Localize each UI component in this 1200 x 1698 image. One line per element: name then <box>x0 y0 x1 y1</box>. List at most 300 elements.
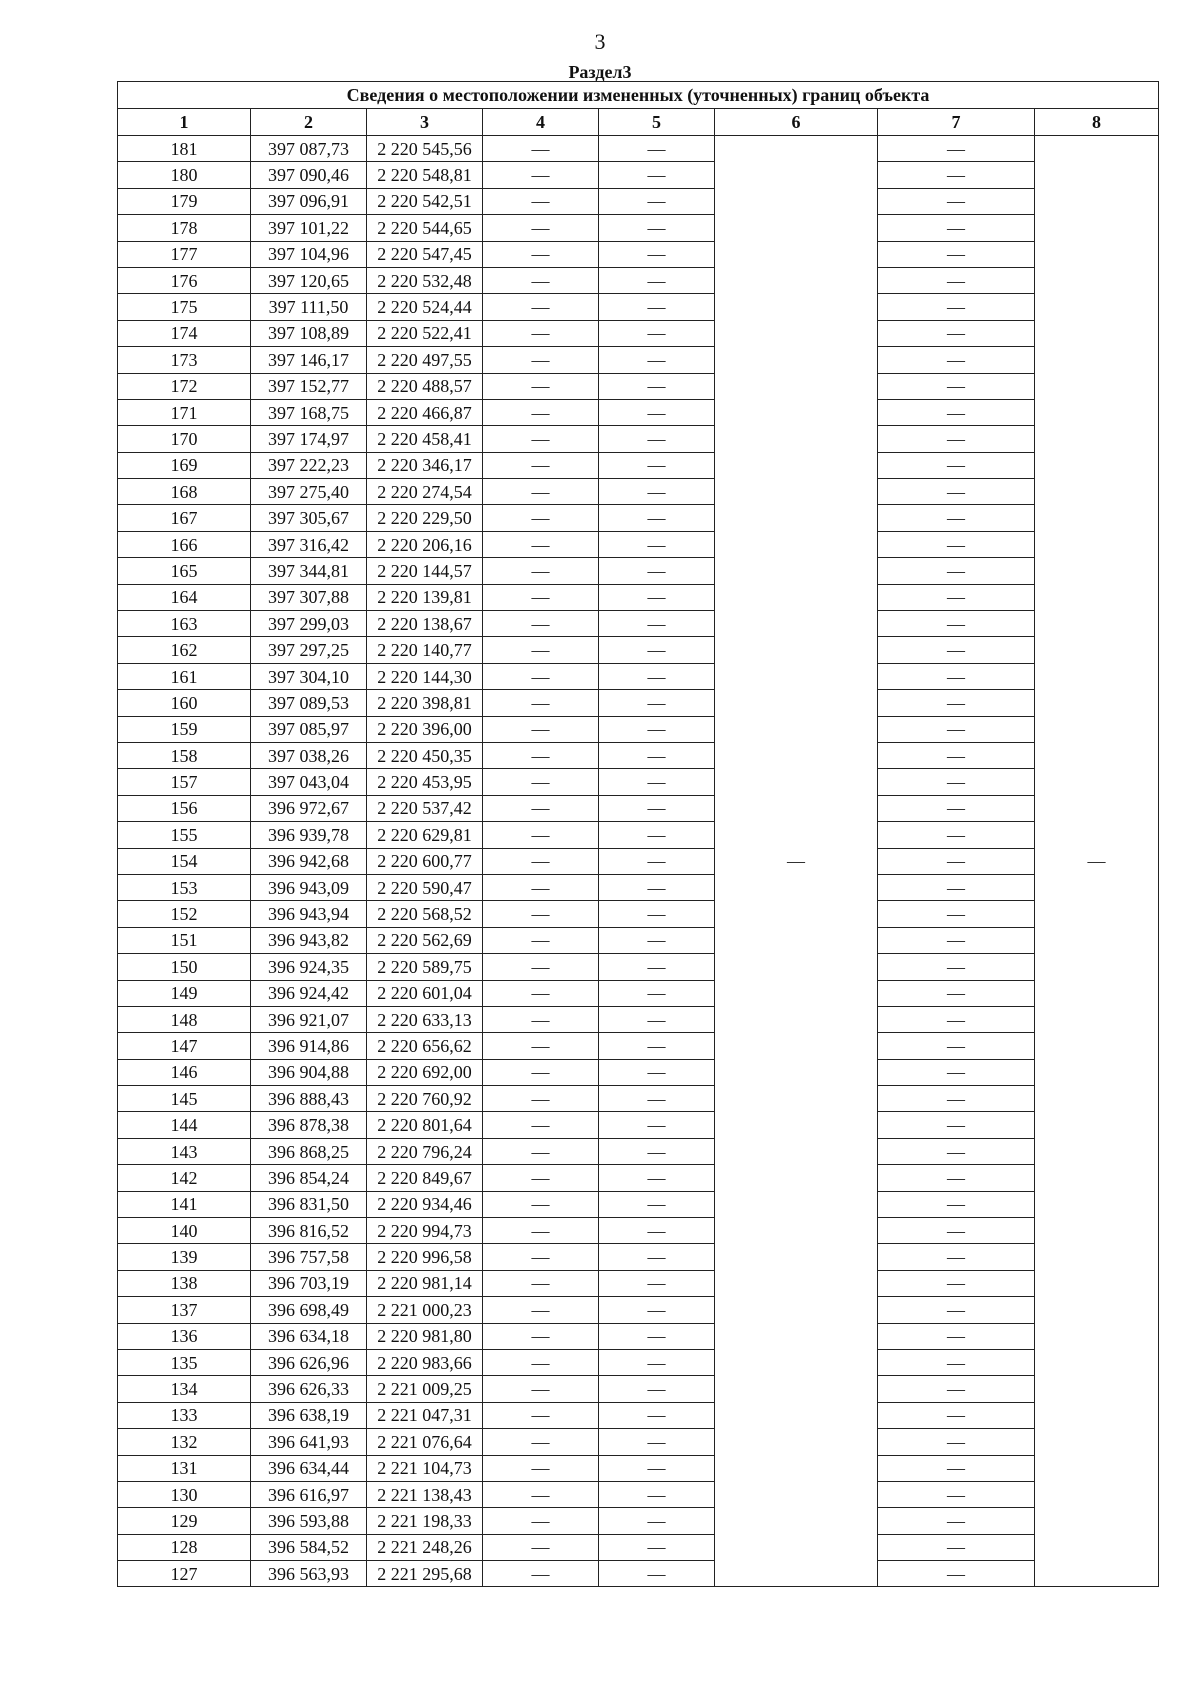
column-4-cell: — <box>483 1455 599 1481</box>
column-5-cell: — <box>599 848 715 874</box>
y-coordinate-cell: 2 220 849,67 <box>367 1165 483 1191</box>
point-number-cell: 160 <box>118 690 251 716</box>
column-7-cell: — <box>878 611 1035 637</box>
column-5-cell: — <box>599 1323 715 1349</box>
column-4-cell: — <box>483 1376 599 1402</box>
column-5-cell: — <box>599 795 715 821</box>
table-row <box>118 1508 1159 1534</box>
table-row <box>118 611 1159 637</box>
y-coordinate-cell: 2 220 458,41 <box>367 426 483 452</box>
column-4-cell: — <box>483 1349 599 1375</box>
table-row <box>118 347 1159 373</box>
column-4-cell: — <box>483 1429 599 1455</box>
column-5-cell: — <box>599 1455 715 1481</box>
x-coordinate-cell: 396 616,97 <box>251 1481 367 1507</box>
column-5-cell: — <box>599 690 715 716</box>
y-coordinate-cell: 2 220 656,62 <box>367 1033 483 1059</box>
column-5-cell: — <box>599 188 715 214</box>
column-5-cell: — <box>599 294 715 320</box>
point-number-cell: 162 <box>118 637 251 663</box>
column-7-cell: — <box>878 1297 1035 1323</box>
y-coordinate-cell: 2 220 981,80 <box>367 1323 483 1349</box>
point-number-cell: 176 <box>118 267 251 293</box>
column-4-cell: — <box>483 874 599 900</box>
column-7-cell: — <box>878 294 1035 320</box>
column-5-cell: — <box>599 1191 715 1217</box>
point-number-cell: 148 <box>118 1006 251 1032</box>
column-6-merged-cell: — <box>715 136 878 1587</box>
point-number-cell: 151 <box>118 927 251 953</box>
x-coordinate-cell: 396 888,43 <box>251 1086 367 1112</box>
column-5-cell: — <box>599 611 715 637</box>
column-4-cell: — <box>483 1086 599 1112</box>
y-coordinate-cell: 2 220 346,17 <box>367 452 483 478</box>
x-coordinate-cell: 396 924,35 <box>251 954 367 980</box>
column-header: 8 <box>1035 109 1159 136</box>
x-coordinate-cell: 396 942,68 <box>251 848 367 874</box>
point-number-cell: 138 <box>118 1270 251 1296</box>
point-number-cell: 167 <box>118 505 251 531</box>
column-7-cell: — <box>878 531 1035 557</box>
column-4-cell: — <box>483 1402 599 1428</box>
column-7-cell: — <box>878 1481 1035 1507</box>
table-row <box>118 558 1159 584</box>
y-coordinate-cell: 2 220 144,57 <box>367 558 483 584</box>
y-coordinate-cell: 2 220 537,42 <box>367 795 483 821</box>
column-5-cell: — <box>599 1218 715 1244</box>
column-5-cell: — <box>599 1376 715 1402</box>
y-coordinate-cell: 2 220 453,95 <box>367 769 483 795</box>
column-4-cell: — <box>483 848 599 874</box>
point-number-cell: 157 <box>118 769 251 795</box>
y-coordinate-cell: 2 220 996,58 <box>367 1244 483 1270</box>
column-4-cell: — <box>483 716 599 742</box>
table-row <box>118 769 1159 795</box>
y-coordinate-cell: 2 220 796,24 <box>367 1138 483 1164</box>
x-coordinate-cell: 397 297,25 <box>251 637 367 663</box>
column-4-cell: — <box>483 1006 599 1032</box>
point-number-cell: 147 <box>118 1033 251 1059</box>
point-number-cell: 153 <box>118 874 251 900</box>
column-4-cell: — <box>483 241 599 267</box>
table-row <box>118 1138 1159 1164</box>
column-7-cell: — <box>878 1006 1035 1032</box>
column-5-cell: — <box>599 1429 715 1455</box>
point-number-cell: 128 <box>118 1534 251 1560</box>
y-coordinate-cell: 2 221 076,64 <box>367 1429 483 1455</box>
point-number-cell: 130 <box>118 1481 251 1507</box>
column-4-cell: — <box>483 1165 599 1191</box>
column-4-cell: — <box>483 294 599 320</box>
boundary-coordinates-table <box>117 81 1159 1587</box>
point-number-cell: 133 <box>118 1402 251 1428</box>
column-4-cell: — <box>483 1508 599 1534</box>
column-4-cell: — <box>483 795 599 821</box>
y-coordinate-cell: 2 220 522,41 <box>367 320 483 346</box>
column-5-cell: — <box>599 136 715 162</box>
point-number-cell: 166 <box>118 531 251 557</box>
x-coordinate-cell: 396 626,96 <box>251 1349 367 1375</box>
table-row <box>118 215 1159 241</box>
x-coordinate-cell: 397 111,50 <box>251 294 367 320</box>
column-7-cell: — <box>878 1138 1035 1164</box>
point-number-cell: 127 <box>118 1561 251 1587</box>
x-coordinate-cell: 396 921,07 <box>251 1006 367 1032</box>
point-number-cell: 163 <box>118 611 251 637</box>
column-5-cell: — <box>599 1059 715 1085</box>
point-number-cell: 155 <box>118 822 251 848</box>
table-row <box>118 1244 1159 1270</box>
x-coordinate-cell: 396 904,88 <box>251 1059 367 1085</box>
table-row <box>118 399 1159 425</box>
y-coordinate-cell: 2 220 532,48 <box>367 267 483 293</box>
column-4-cell: — <box>483 1033 599 1059</box>
point-number-cell: 136 <box>118 1323 251 1349</box>
x-coordinate-cell: 396 914,86 <box>251 1033 367 1059</box>
column-5-cell: — <box>599 954 715 980</box>
y-coordinate-cell: 2 220 589,75 <box>367 954 483 980</box>
column-7-cell: — <box>878 742 1035 768</box>
column-7-cell: — <box>878 373 1035 399</box>
column-7-cell: — <box>878 927 1035 953</box>
table-row <box>118 795 1159 821</box>
x-coordinate-cell: 397 152,77 <box>251 373 367 399</box>
y-coordinate-cell: 2 220 562,69 <box>367 927 483 953</box>
y-coordinate-cell: 2 220 206,16 <box>367 531 483 557</box>
y-coordinate-cell: 2 220 144,30 <box>367 663 483 689</box>
column-4-cell: — <box>483 611 599 637</box>
table-row <box>118 136 1159 162</box>
column-7-cell: — <box>878 1244 1035 1270</box>
x-coordinate-cell: 397 304,10 <box>251 663 367 689</box>
y-coordinate-cell: 2 220 692,00 <box>367 1059 483 1085</box>
table-row <box>118 1006 1159 1032</box>
point-number-cell: 180 <box>118 162 251 188</box>
column-5-cell: — <box>599 162 715 188</box>
table-row <box>118 1297 1159 1323</box>
table-caption: Сведения о местоположении измененных (уточненных) границ объекта <box>118 82 1159 109</box>
y-coordinate-cell: 2 220 760,92 <box>367 1086 483 1112</box>
column-7-cell: — <box>878 399 1035 425</box>
x-coordinate-cell: 397 174,97 <box>251 426 367 452</box>
y-coordinate-cell: 2 220 568,52 <box>367 901 483 927</box>
column-5-cell: — <box>599 320 715 346</box>
column-7-cell: — <box>878 822 1035 848</box>
x-coordinate-cell: 396 924,42 <box>251 980 367 1006</box>
column-5-cell: — <box>599 1534 715 1560</box>
table-row <box>118 1349 1159 1375</box>
column-5-cell: — <box>599 1165 715 1191</box>
table-row <box>118 663 1159 689</box>
column-4-cell: — <box>483 320 599 346</box>
column-5-cell: — <box>599 822 715 848</box>
point-number-cell: 173 <box>118 347 251 373</box>
point-number-cell: 144 <box>118 1112 251 1138</box>
column-4-cell: — <box>483 267 599 293</box>
column-7-cell: — <box>878 558 1035 584</box>
column-4-cell: — <box>483 1138 599 1164</box>
x-coordinate-cell: 396 816,52 <box>251 1218 367 1244</box>
column-4-cell: — <box>483 136 599 162</box>
column-7-cell: — <box>878 1323 1035 1349</box>
y-coordinate-cell: 2 220 590,47 <box>367 874 483 900</box>
column-4-cell: — <box>483 347 599 373</box>
y-coordinate-cell: 2 221 138,43 <box>367 1481 483 1507</box>
x-coordinate-cell: 397 146,17 <box>251 347 367 373</box>
y-coordinate-cell: 2 220 545,56 <box>367 136 483 162</box>
y-coordinate-cell: 2 220 466,87 <box>367 399 483 425</box>
x-coordinate-cell: 396 584,52 <box>251 1534 367 1560</box>
x-coordinate-cell: 397 038,26 <box>251 742 367 768</box>
table-row <box>118 954 1159 980</box>
point-number-cell: 134 <box>118 1376 251 1402</box>
column-7-cell: — <box>878 1349 1035 1375</box>
table-body <box>118 136 1159 1587</box>
y-coordinate-cell: 2 220 542,51 <box>367 188 483 214</box>
point-number-cell: 143 <box>118 1138 251 1164</box>
column-7-cell: — <box>878 1033 1035 1059</box>
table-row <box>118 584 1159 610</box>
column-4-cell: — <box>483 690 599 716</box>
point-number-cell: 135 <box>118 1349 251 1375</box>
table-row <box>118 531 1159 557</box>
column-header: 1 <box>118 109 251 136</box>
point-number-cell: 174 <box>118 320 251 346</box>
y-coordinate-cell: 2 220 398,81 <box>367 690 483 716</box>
y-coordinate-cell: 2 220 629,81 <box>367 822 483 848</box>
column-header-row <box>118 109 1159 136</box>
column-4-cell: — <box>483 452 599 478</box>
column-5-cell: — <box>599 399 715 425</box>
column-7-cell: — <box>878 901 1035 927</box>
point-number-cell: 158 <box>118 742 251 768</box>
y-coordinate-cell: 2 220 994,73 <box>367 1218 483 1244</box>
column-5-cell: — <box>599 267 715 293</box>
x-coordinate-cell: 396 943,09 <box>251 874 367 900</box>
table-row <box>118 1191 1159 1217</box>
column-7-cell: — <box>878 584 1035 610</box>
y-coordinate-cell: 2 220 450,35 <box>367 742 483 768</box>
x-coordinate-cell: 397 344,81 <box>251 558 367 584</box>
column-5-cell: — <box>599 373 715 399</box>
column-4-cell: — <box>483 954 599 980</box>
column-5-cell: — <box>599 505 715 531</box>
y-coordinate-cell: 2 221 248,26 <box>367 1534 483 1560</box>
point-number-cell: 129 <box>118 1508 251 1534</box>
column-7-cell: — <box>878 637 1035 663</box>
y-coordinate-cell: 2 220 934,46 <box>367 1191 483 1217</box>
column-7-cell: — <box>878 1534 1035 1560</box>
table-row <box>118 716 1159 742</box>
point-number-cell: 154 <box>118 848 251 874</box>
x-coordinate-cell: 396 868,25 <box>251 1138 367 1164</box>
column-7-cell: — <box>878 954 1035 980</box>
column-4-cell: — <box>483 426 599 452</box>
column-7-cell: — <box>878 1086 1035 1112</box>
y-coordinate-cell: 2 221 047,31 <box>367 1402 483 1428</box>
column-7-cell: — <box>878 716 1035 742</box>
column-4-cell: — <box>483 901 599 927</box>
point-number-cell: 169 <box>118 452 251 478</box>
table-row <box>118 1561 1159 1587</box>
table-row <box>118 848 1159 874</box>
x-coordinate-cell: 396 878,38 <box>251 1112 367 1138</box>
column-4-cell: — <box>483 769 599 795</box>
column-7-cell: — <box>878 162 1035 188</box>
table-row <box>118 1376 1159 1402</box>
column-5-cell: — <box>599 241 715 267</box>
y-coordinate-cell: 2 220 497,55 <box>367 347 483 373</box>
point-number-cell: 181 <box>118 136 251 162</box>
column-5-cell: — <box>599 663 715 689</box>
table-row <box>118 1086 1159 1112</box>
column-5-cell: — <box>599 479 715 505</box>
x-coordinate-cell: 397 316,42 <box>251 531 367 557</box>
column-4-cell: — <box>483 188 599 214</box>
table-row <box>118 874 1159 900</box>
x-coordinate-cell: 397 222,23 <box>251 452 367 478</box>
column-7-cell: — <box>878 980 1035 1006</box>
x-coordinate-cell: 396 593,88 <box>251 1508 367 1534</box>
x-coordinate-cell: 396 626,33 <box>251 1376 367 1402</box>
point-number-cell: 141 <box>118 1191 251 1217</box>
column-4-cell: — <box>483 1270 599 1296</box>
column-5-cell: — <box>599 1297 715 1323</box>
column-4-cell: — <box>483 663 599 689</box>
column-4-cell: — <box>483 1191 599 1217</box>
column-4-cell: — <box>483 215 599 241</box>
column-7-cell: — <box>878 690 1035 716</box>
column-5-cell: — <box>599 347 715 373</box>
point-number-cell: 131 <box>118 1455 251 1481</box>
column-7-cell: — <box>878 769 1035 795</box>
column-header: 3 <box>367 109 483 136</box>
table-row <box>118 742 1159 768</box>
column-7-cell: — <box>878 452 1035 478</box>
column-7-cell: — <box>878 663 1035 689</box>
column-5-cell: — <box>599 1270 715 1296</box>
column-7-cell: — <box>878 1376 1035 1402</box>
point-number-cell: 156 <box>118 795 251 821</box>
point-number-cell: 150 <box>118 954 251 980</box>
column-4-cell: — <box>483 927 599 953</box>
column-5-cell: — <box>599 1561 715 1587</box>
y-coordinate-cell: 2 220 548,81 <box>367 162 483 188</box>
x-coordinate-cell: 397 108,89 <box>251 320 367 346</box>
section-title: Раздел3 <box>568 62 632 82</box>
y-coordinate-cell: 2 221 104,73 <box>367 1455 483 1481</box>
table-row <box>118 1270 1159 1296</box>
table-row <box>118 1429 1159 1455</box>
column-7-cell: — <box>878 848 1035 874</box>
y-coordinate-cell: 2 220 981,14 <box>367 1270 483 1296</box>
column-4-cell: — <box>483 1323 599 1349</box>
point-number-cell: 146 <box>118 1059 251 1085</box>
column-5-cell: — <box>599 901 715 927</box>
y-coordinate-cell: 2 221 295,68 <box>367 1561 483 1587</box>
x-coordinate-cell: 397 275,40 <box>251 479 367 505</box>
column-5-cell: — <box>599 1112 715 1138</box>
column-7-cell: — <box>878 479 1035 505</box>
x-coordinate-cell: 397 299,03 <box>251 611 367 637</box>
x-coordinate-cell: 397 096,91 <box>251 188 367 214</box>
table-row <box>118 690 1159 716</box>
column-4-cell: — <box>483 1059 599 1085</box>
table-row <box>118 927 1159 953</box>
column-7-cell: — <box>878 1059 1035 1085</box>
column-7-cell: — <box>878 320 1035 346</box>
column-5-cell: — <box>599 716 715 742</box>
y-coordinate-cell: 2 221 000,23 <box>367 1297 483 1323</box>
y-coordinate-cell: 2 220 488,57 <box>367 373 483 399</box>
x-coordinate-cell: 396 634,18 <box>251 1323 367 1349</box>
table-row <box>118 822 1159 848</box>
column-7-cell: — <box>878 795 1035 821</box>
column-5-cell: — <box>599 1349 715 1375</box>
x-coordinate-cell: 396 698,49 <box>251 1297 367 1323</box>
column-5-cell: — <box>599 927 715 953</box>
column-4-cell: — <box>483 1112 599 1138</box>
point-number-cell: 145 <box>118 1086 251 1112</box>
y-coordinate-cell: 2 220 547,45 <box>367 241 483 267</box>
table-row <box>118 1402 1159 1428</box>
x-coordinate-cell: 397 085,97 <box>251 716 367 742</box>
column-7-cell: — <box>878 1191 1035 1217</box>
x-coordinate-cell: 397 043,04 <box>251 769 367 795</box>
y-coordinate-cell: 2 220 139,81 <box>367 584 483 610</box>
point-number-cell: 139 <box>118 1244 251 1270</box>
point-number-cell: 142 <box>118 1165 251 1191</box>
column-5-cell: — <box>599 742 715 768</box>
x-coordinate-cell: 396 939,78 <box>251 822 367 848</box>
column-4-cell: — <box>483 399 599 425</box>
x-coordinate-cell: 397 087,73 <box>251 136 367 162</box>
column-7-cell: — <box>878 1508 1035 1534</box>
y-coordinate-cell: 2 220 140,77 <box>367 637 483 663</box>
point-number-cell: 168 <box>118 479 251 505</box>
column-header: 2 <box>251 109 367 136</box>
table-row <box>118 1165 1159 1191</box>
table-row <box>118 1455 1159 1481</box>
table-row <box>118 162 1159 188</box>
x-coordinate-cell: 396 831,50 <box>251 1191 367 1217</box>
column-4-cell: — <box>483 531 599 557</box>
y-coordinate-cell: 2 220 274,54 <box>367 479 483 505</box>
column-header: 7 <box>878 109 1035 136</box>
table-row <box>118 188 1159 214</box>
point-number-cell: 178 <box>118 215 251 241</box>
column-7-cell: — <box>878 215 1035 241</box>
column-7-cell: — <box>878 1455 1035 1481</box>
point-number-cell: 172 <box>118 373 251 399</box>
x-coordinate-cell: 397 101,22 <box>251 215 367 241</box>
y-coordinate-cell: 2 220 229,50 <box>367 505 483 531</box>
point-number-cell: 137 <box>118 1297 251 1323</box>
column-4-cell: — <box>483 162 599 188</box>
point-number-cell: 165 <box>118 558 251 584</box>
point-number-cell: 161 <box>118 663 251 689</box>
y-coordinate-cell: 2 220 601,04 <box>367 980 483 1006</box>
point-number-cell: 179 <box>118 188 251 214</box>
column-4-cell: — <box>483 742 599 768</box>
column-5-cell: — <box>599 1508 715 1534</box>
page-number: 3 <box>594 29 606 54</box>
table-row <box>118 1481 1159 1507</box>
column-5-cell: — <box>599 452 715 478</box>
x-coordinate-cell: 397 307,88 <box>251 584 367 610</box>
column-4-cell: — <box>483 505 599 531</box>
column-4-cell: — <box>483 1297 599 1323</box>
